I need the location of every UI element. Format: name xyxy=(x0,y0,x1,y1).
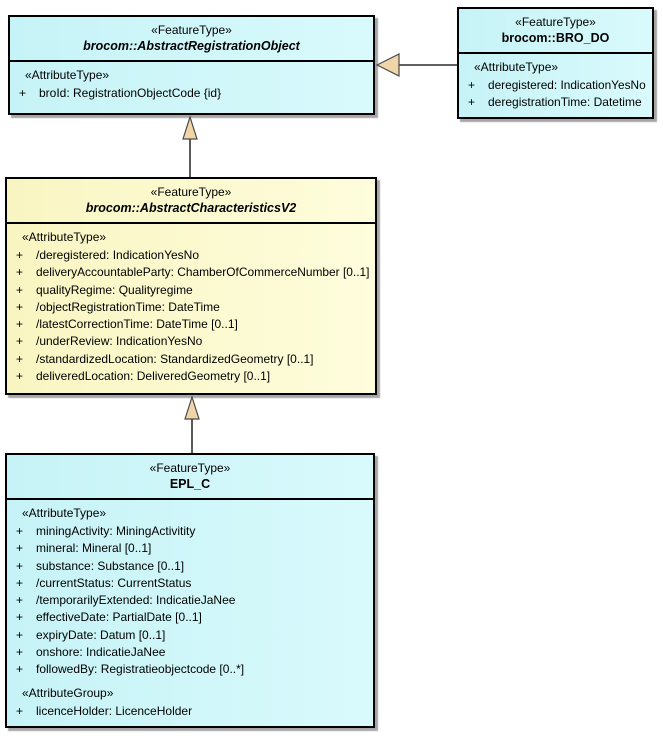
attribute-row xyxy=(459,94,652,111)
visibility-marker: + xyxy=(16,593,24,608)
attribute-text: followedBy: Registratieobjectcode [0..*] xyxy=(36,662,245,677)
member-stereotype-label: «AttributeType» xyxy=(22,230,107,244)
attribute-text: deregistered: IndicationYesNo xyxy=(488,78,646,92)
class-name: brocom::BRO_DO xyxy=(501,31,610,45)
visibility-marker: + xyxy=(16,369,24,384)
class-header xyxy=(7,179,375,224)
attribute-row xyxy=(7,644,373,661)
visibility-marker: + xyxy=(16,541,24,556)
attribute-row xyxy=(7,247,375,264)
member-stereotype-label: «AttributeGroup» xyxy=(22,685,114,700)
visibility-marker: + xyxy=(16,662,24,677)
attribute-row xyxy=(7,661,373,678)
member-stereotype-label: «AttributeType» xyxy=(22,506,107,520)
attribute-row xyxy=(7,609,373,626)
visibility-marker: + xyxy=(16,282,24,297)
class-stereotype: «FeatureType» xyxy=(150,185,232,199)
attribute-row xyxy=(10,85,373,102)
visibility-marker: + xyxy=(16,299,24,314)
attribute-text: mineral: Mineral [0..1] xyxy=(36,541,152,556)
attribute-row xyxy=(7,368,375,385)
visibility-marker: + xyxy=(19,86,27,100)
attribute-row xyxy=(459,77,652,94)
attribute-text: /latestCorrectionTime: DateTime [0..1] xyxy=(36,317,238,332)
class-epl-c[interactable] xyxy=(5,453,375,728)
visibility-marker: + xyxy=(16,575,24,590)
attribute-row xyxy=(7,540,373,557)
attribute-text: /currentStatus: CurrentStatus xyxy=(36,575,192,590)
visibility-marker: + xyxy=(16,610,24,625)
visibility-marker: + xyxy=(468,78,476,92)
attribute-row xyxy=(7,523,373,540)
class-stereotype: «FeatureType» xyxy=(149,461,231,475)
attribute-text: broId: RegistrationObjectCode {id} xyxy=(39,86,222,100)
visibility-marker: + xyxy=(16,627,24,642)
attribute-text: /underReview: IndicationYesNo xyxy=(36,334,203,349)
attribute-row xyxy=(7,333,375,350)
attribute-text: /standardizedLocation: StandardizedGeometry [0..1] xyxy=(36,351,314,366)
class-bro-do[interactable] xyxy=(457,7,654,119)
attribute-text: qualityRegime: Qualityregime xyxy=(36,282,193,297)
attribute-text: effectiveDate: PartialDate [0..1] xyxy=(36,610,202,625)
visibility-marker: + xyxy=(16,703,24,718)
attribute-row xyxy=(7,351,375,368)
class-stereotype: «FeatureType» xyxy=(515,15,596,29)
attribute-row xyxy=(7,316,375,333)
class-header xyxy=(7,455,373,500)
attribute-text: deregistrationTime: Datetime xyxy=(488,95,642,110)
attribute-text: /objectRegistrationTime: DateTime xyxy=(36,299,220,314)
attribute-row xyxy=(7,592,373,609)
attribute-text: onshore: IndicatieJaNee xyxy=(36,645,166,660)
class-attributes-compartment xyxy=(10,62,373,102)
visibility-marker: + xyxy=(16,317,24,332)
attribute-row xyxy=(7,264,375,281)
attribute-text: /temporarilyExtended: IndicatieJaNee xyxy=(36,593,236,608)
attribute-row xyxy=(7,282,375,299)
class-attributes-compartment xyxy=(7,224,375,385)
class-stereotype: «FeatureType» xyxy=(151,23,232,37)
attribute-row xyxy=(7,575,373,592)
visibility-marker: + xyxy=(16,645,24,660)
class-name: brocom::AbstractCharacteristicsV2 xyxy=(85,201,297,215)
class-name: EPL_C xyxy=(169,477,211,491)
attribute-text: licenceHolder: LicenceHolder xyxy=(36,703,193,718)
attribute-row xyxy=(7,299,375,316)
visibility-marker: + xyxy=(16,265,24,280)
visibility-marker: + xyxy=(16,524,24,538)
visibility-marker: + xyxy=(16,334,24,349)
class-header xyxy=(10,17,373,62)
attribute-row xyxy=(7,627,373,644)
attribute-text: miningActivity: MiningActivitity xyxy=(36,524,196,538)
class-header xyxy=(459,9,652,54)
visibility-marker: + xyxy=(16,351,24,366)
member-stereotype-label: «AttributeType» xyxy=(474,60,559,74)
attribute-text: expiryDate: Datum [0..1] xyxy=(36,627,166,642)
attribute-row xyxy=(7,703,373,720)
class-attributes-compartment xyxy=(7,500,373,720)
member-stereotype-label: «AttributeType» xyxy=(25,68,110,82)
class-abstract-characteristics-v2[interactable] xyxy=(5,177,377,395)
visibility-marker: + xyxy=(468,95,476,110)
attribute-text: substance: Substance [0..1] xyxy=(36,558,185,573)
visibility-marker: + xyxy=(16,248,24,262)
visibility-marker: + xyxy=(16,558,24,573)
class-attributes-compartment xyxy=(459,54,652,112)
attribute-text: /deregistered: IndicationYesNo xyxy=(36,248,199,262)
attribute-row xyxy=(7,558,373,575)
attribute-text: deliveredLocation: DeliveredGeometry [0..1] xyxy=(36,369,271,384)
class-name: brocom::AbstractRegistrationObject xyxy=(83,39,300,53)
attribute-text: deliveryAccountableParty: ChamberOfCommerceNumber [0..1] xyxy=(36,265,370,280)
class-abstract-registration-object[interactable] xyxy=(8,15,375,115)
